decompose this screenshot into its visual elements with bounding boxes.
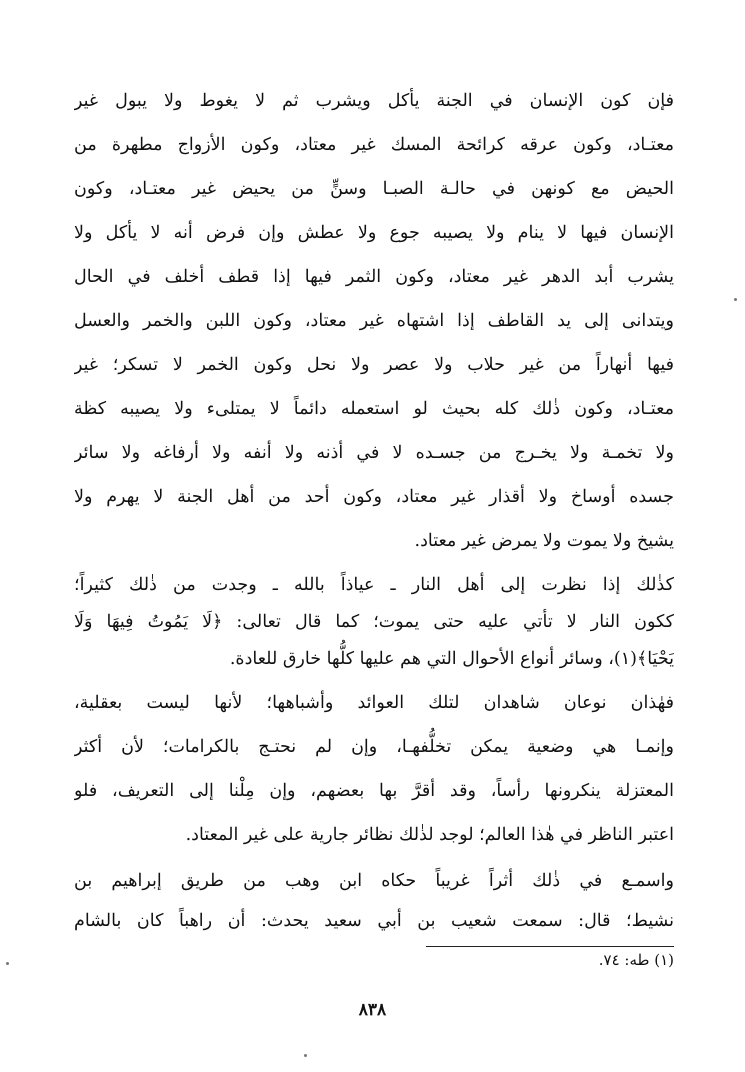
text-line: المعتزلة ينكرونها رأساً، وقد أقرَّ بها بعضهم، وإن مِلْنا إلى التعريف، فلو: [74, 781, 674, 801]
text-line: ولا تخمـة ولا يخـرج من جسـده لا في أذنه ولا أنفه ولا أرفاغه ولا سائر: [74, 443, 674, 463]
scan-speck: [734, 298, 737, 301]
text-line: وإنمـا هي وضعية يمكن تخلُّفهـا، وإن لم نحتـج بالكرامات؛ لأن أكثر: [74, 737, 674, 757]
text-line: فإن كون الإنسان في الجنة يأكل ويشرب ثم لا يغوط ولا يبول غير: [74, 91, 674, 111]
text-line: الإنسان فيها لا ينام ولا يصيبه جوع ولا عطش وإن فرض أنه لا يأكل ولا: [74, 223, 674, 243]
text-line: واسمـع في ذٰلك أثراً غريباً حكاه ابن وهب من طريق إبراهيم بن: [74, 871, 674, 891]
text-line: يَحْيَا﴾(١)، وسائر أنواع الأحوال التي هم عليها كلُّها خارق للعادة.: [229, 649, 674, 669]
footnote: (١) طه: ٧٤.: [598, 951, 674, 969]
scan-speck: [6, 962, 9, 965]
text-line: فيها أنهاراً من غير حلاب ولا عصر ولا نحل وكون الخمر لا تسكر؛ غير: [74, 355, 674, 375]
scan-speck: [304, 1054, 307, 1057]
text-line: كذٰلك إذا نظرت إلى أهل النار ـ عياذاً بالله ـ وجدت من ذٰلك كثيراً؛: [74, 575, 674, 595]
text-line: الحيض مع كونهن في حالـة الصبـا وسنٍّ من يحيض غير معتـاد، وكون: [74, 179, 674, 199]
text-line: جسده أوساخ ولا أقذار غير معتاد، وكون أحد من أهل الجنة لا يهرم ولا: [74, 487, 674, 507]
text-line: ويتدانى إلى يد القاطف إذا اشتهاه غير معتاد، وكون اللبن والخمر والعسل: [74, 311, 674, 331]
text-line: يشرب أبد الدهر غير معتاد، وكون الثمر فيها إذا قطف أخلف في الحال: [74, 267, 674, 287]
text-line: نشيط؛ قال: سمعت شعيب بن أبي سعيد يحدث: أن راهباً كان بالشام: [74, 911, 674, 931]
text-line: اعتبر الناظر في هٰذا العالم؛ لوجد لذٰلك نظائر جارية على غير المعتاد.: [185, 825, 674, 845]
text-line: معتـاد، وكون ذٰلك كله بحيث لو استعمله دائماً لا يمتلىء ولا يصيبه كظة: [74, 399, 674, 419]
page-number: ٨٣٨: [358, 1000, 387, 1020]
text-line: يشيخ ولا يموت ولا يمرض غير معتاد.: [414, 531, 674, 551]
text-line: معتـاد، وكون عرقه كرائحة المسك غير معتاد، وكون الأزواج مطهرة من: [74, 135, 674, 155]
text-line-quran-verse: ككون النار لا تأتي عليه حتى يموت؛ كما قال تعالى: ﴿لَا يَمُوتُ فِيهَا وَلَا: [74, 612, 674, 632]
text-line: فهٰذان نوعان شاهدان لتلك العوائد وأشباهها؛ لأنها ليست بعقلية،: [74, 693, 674, 713]
